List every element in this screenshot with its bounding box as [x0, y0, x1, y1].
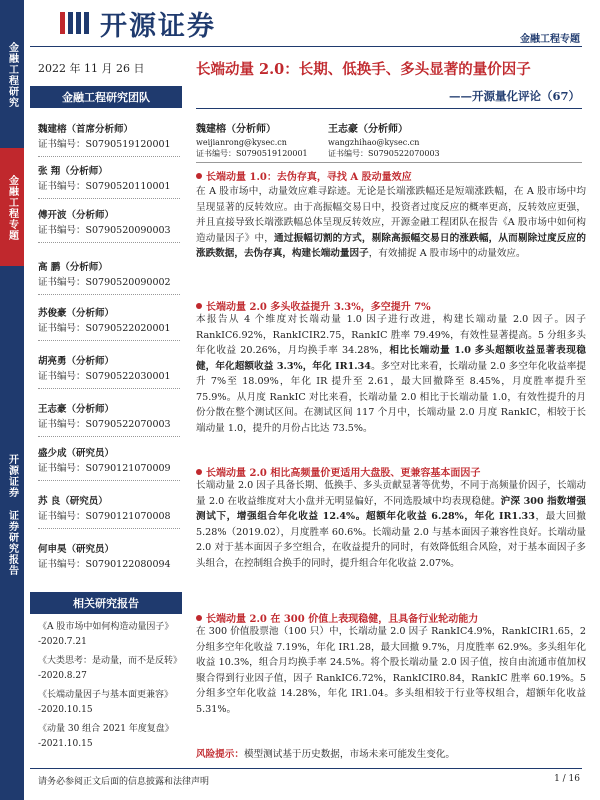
section-heading: 长端动量 2.0 相比高频量价更适用大盘股、更兼容基本面因子: [196, 464, 480, 479]
body-text: 在 300 价值股票池（100 只）中，长端动量 2.0 因子 RankIC4.9%，RankICIR1.65，2 分组多空年化收益 7.19%，年化 IR1.28，最大回撤 9.7%，月度胜率 62.9%。多头组年化收益 10.3%，组合月均换手率 24.5%。将个股长端动量 2.0 因子值，按自由流通市值加权聚合得到行业因子值，因子 RankIC6.72%，RankICIR0.84，RankIC 胜率 60.19%。5 分组多空年化收益 14.28%，年化 IR1.04。多头组相较于行业等权组合，超额年化收益 5.31%。: [196, 626, 586, 715]
author-divider: [196, 162, 582, 163]
divider: [38, 528, 180, 529]
section-body: [196, 478, 586, 571]
analyst-item: 傅开波（分析师） 证书编号：S0790520090003: [38, 210, 171, 236]
sidebar-label-bottom: 开源证券 证券研究报告: [6, 454, 18, 576]
header-divider: [30, 46, 582, 47]
footer-divider: [30, 768, 582, 769]
footer-disclaimer: 请务必参阅正文后面的信息披露和法律声明: [38, 777, 210, 787]
team-header: 金融工程研究团队: [30, 86, 182, 108]
section-heading: 长端动量 1.0：去伪存真，寻找 A 股动量效应: [196, 168, 412, 183]
page-number: 1 / 16: [554, 774, 580, 784]
body-text: 在 A 股市场中，动量效应难寻踪迹。无论是长端涨跌幅还是短端涨跌幅，在 A 股市场中均呈现显著的反转效应。由于高振幅交易日中，投资者过度反应的概率更高，反转效应更强，并且直接导致长端涨跌幅总体呈现反转效应，开源金融工程团队在报告《A 股市场中如何构造动量因子》中，: [196, 186, 586, 244]
divider: [38, 388, 180, 389]
analyst-item: 魏建榕（首席分析师） 证书编号：S0790519120001: [38, 124, 171, 150]
report-date: 2022 年 11 月 26 日: [38, 62, 145, 75]
analyst-item: 苏俊豪（分析师） 证书编号：S0790522020001: [38, 308, 171, 334]
page-subtitle: ——开源量化评论（67）: [448, 89, 580, 103]
title-divider: [196, 108, 582, 109]
analyst-item: 张 翔（分析师） 证书编号：S0790520110001: [38, 166, 171, 192]
section-body: [196, 184, 586, 262]
brand-name: 开源证券: [100, 10, 216, 42]
divider: [38, 340, 180, 341]
section-heading: 长端动量 2.0 多头收益提升 3.3%，多空提升 7%: [196, 298, 431, 313]
author-block: 王志豪（分析师） wangzhihao@kysec.cn 证书编号：S0790522070003: [328, 124, 440, 158]
report-tag: 金融工程专题: [520, 34, 580, 45]
sidebar-label-mid: 金融工程专题: [6, 175, 18, 241]
author-email[interactable]: weijianrong@kysec.cn: [196, 138, 287, 147]
risk-text: 模型测试基于历史数据，市场未来可能发生变化。: [243, 749, 456, 760]
analyst-item: 王志豪（分析师） 证书编号：S0790522070003: [38, 404, 171, 430]
divider: [38, 156, 180, 157]
related-header: 相关研究报告: [30, 592, 182, 614]
section-heading: 长端动量 2.0 在 300 价值上表现稳健，且具备行业轮动能力: [196, 610, 478, 625]
body-text: 本报告从 4 个维度对长端动量 1.0 因子进行改进，构建长端动量 2.0 因子。因子 RankIC6.92%，RankICIR2.75，RankIC 胜率 79.49%，有效性显著提高。5 分组多头年化收益 20.26%，月均换手率 34.28%，: [196, 314, 586, 356]
section-body: [196, 624, 586, 717]
divider: [38, 198, 180, 199]
divider: [38, 294, 180, 295]
analyst-item: 盛少成（研究员） 证书编号：S0790121070009: [38, 448, 171, 474]
logo-mark-icon: [58, 8, 94, 38]
sidebar-label-top: 金融工程研究: [6, 42, 18, 108]
emphasis-text: 通过振幅切割的方式，剔除高振幅交易日的涨跌幅，从而剔除过度反应的涨跌数据，去伪存真，构建长端动量因子: [196, 232, 587, 259]
analyst-item: 胡亮勇（分析师） 证书编号：S0790522030001: [38, 356, 171, 382]
divider: [38, 242, 180, 243]
brand-logo: [58, 6, 216, 40]
risk-note: [196, 746, 455, 760]
author-email[interactable]: wangzhihao@kysec.cn: [328, 138, 420, 147]
related-item[interactable]: 《动量 30 组合 2021 年度复盘》 -2021.10.15: [38, 724, 174, 749]
body-text: ，最大回撤 5.28%（2019.02），月度胜率 60.6%。长端动量 2.0 与基本面因子兼容性良好。长端动量 2.0 对于基本面因子多空组合，在收益提升的同时，有效降低组合风险，对于基本面因子多头组合，在控制组合换手的同时，提升组合年化收益 2.07%。: [196, 511, 587, 569]
page-title: 长端动量 2.0：长期、低换手、多头显著的量价因子: [196, 61, 531, 78]
body-text: ，有效捕捉 A 股市场中的动量效应。: [368, 248, 526, 259]
divider: [38, 480, 180, 481]
related-item[interactable]: 《大类思考：是动量，而不是反转》 -2020.8.27: [38, 656, 183, 681]
analyst-item: 何申昊（研究员） 证书编号：S0790122080094: [38, 544, 171, 570]
risk-label: 风险提示：: [196, 749, 244, 760]
analyst-item: 高 鹏（分析师） 证书编号：S0790520090002: [38, 262, 171, 288]
body-text: 长端动量 2.0 因子具备长期、低换手、多头贡献显著等优势，不同于高频量价因子，长端动量 2.0 在收益维度对大小盘并无明显偏好，不同选股域中均表现稳健。: [196, 480, 586, 507]
related-item[interactable]: 《A 股市场中如何构造动量因子》 -2020.7.21: [38, 622, 174, 647]
emphasis-text: 沪深 300 指数增强测试下，增强组合年化收益 12.4%。超额年化收益 6.28%，年化 IR1.33: [196, 495, 586, 522]
emphasis-text: 相比长端动量 1.0 多头超额收益显著表现稳健，年化超额收益 3.3%，年化 IR1.34: [196, 345, 586, 372]
divider: [38, 436, 180, 437]
body-text: 。多空对比来看，长端动量 2.0 多空年化收益率提升 7%至 18.09%，年化 IR 提升至 2.61，最大回撤降至 8.45%，月度胜率提升至 75.9%。从月度 RankIC 对比来看，长端动量 2.0 相比于长端动量 1.0，有效性提升的月份分散在整个测试区间。在测试区间 117 个月中，长端动量 2.0 月度 RankIC，相较于长端动量 1.0，提升的月份占比达 73.5%。: [196, 360, 586, 434]
section-body: [196, 312, 586, 436]
author-block: 魏建榕（分析师） weijianrong@kysec.cn 证书编号：S0790519120001: [196, 124, 308, 158]
analyst-item: 苏 良（研究员） 证书编号：S0790121070008: [38, 496, 171, 522]
related-item[interactable]: 《长端动量因子与基本面更兼容》 -2020.10.15: [38, 690, 174, 715]
